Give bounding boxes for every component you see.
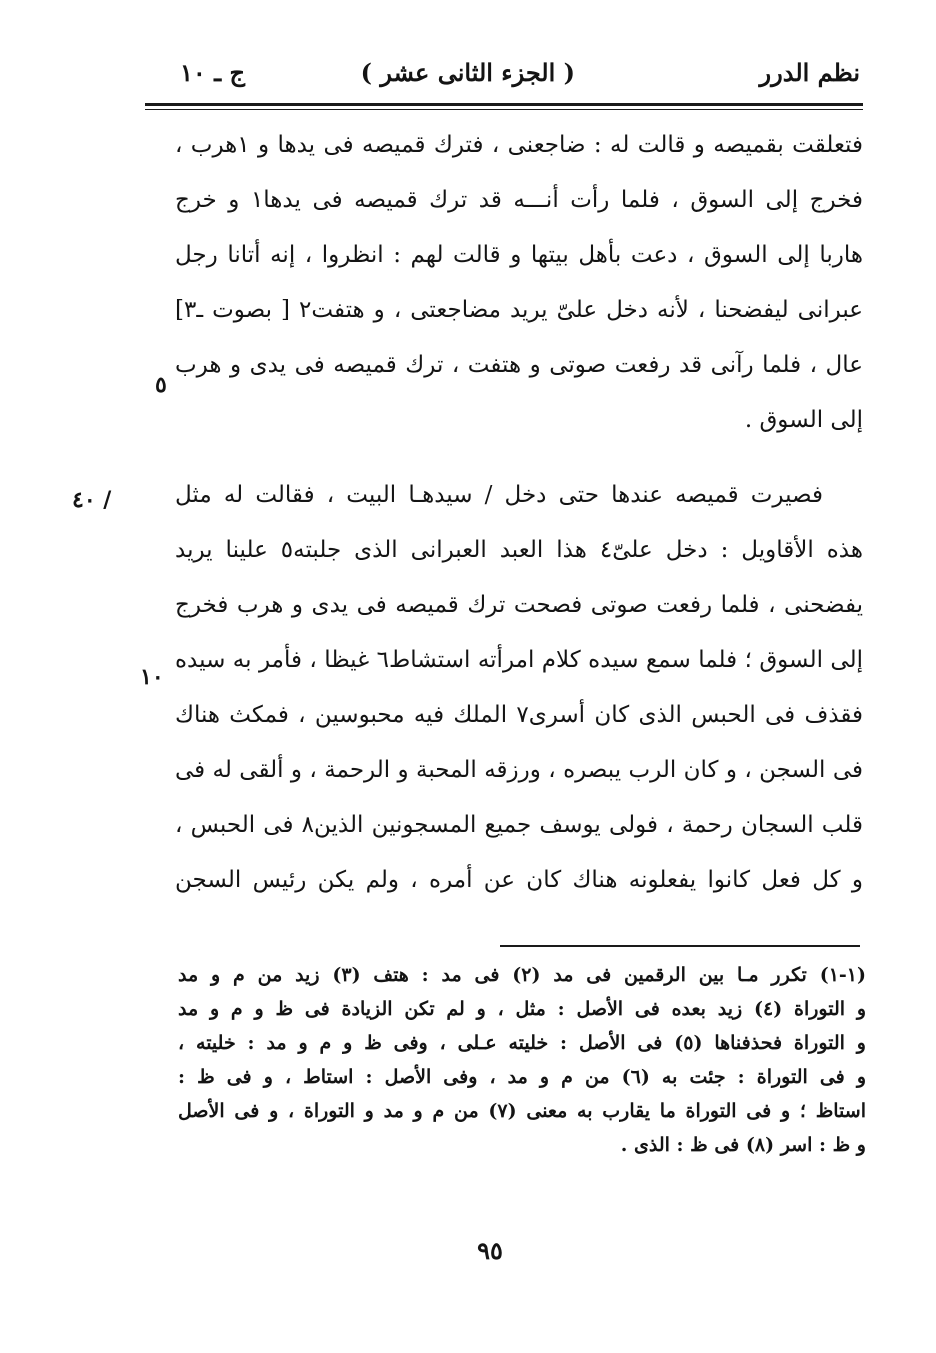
text-line: يفضحنى ، فلما رفعت صوتى فصحت ترك قميصه فى يدى و هرب فخرج (175, 592, 863, 618)
text-line: فخرج إلى السوق ، فلما رأت أنـــه قد ترك قميصه فى يدها١ و خرج (175, 187, 863, 213)
margin-line-number-10: ١٠ (140, 664, 164, 690)
text-line: فى السجن ، و كان الرب يبصره ، ورزقه المحبة و الرحمة ، و ألقى له فى (175, 757, 863, 783)
volume-reference: ج ـ ١٠ (180, 58, 246, 87)
footnote-line: استاظ ؛ و فى التوراة ما يقارب به معنى (٧) من م و مد و التوراة ، و فى الأصل (178, 1100, 866, 1122)
margin-line-number-5: ٥ (155, 372, 167, 398)
part-label: ( الجزء الثانى عشر ) (360, 58, 575, 87)
text-line: و كل فعل كانوا يفعلونه هناك كان عن أمره ، ولم يكن رئيس السجن (175, 867, 863, 893)
page-number: ٩٥ (477, 1236, 503, 1265)
text-line: إلى السوق . (744, 407, 863, 433)
footnote-rule (500, 945, 860, 947)
text-line: عال ، فلما رآنى قد رفعت صوتى و هتفت ، ترك قميصه فى يدى و هرب (175, 352, 863, 378)
margin-folio-marker: / ٤٠ (72, 487, 112, 513)
text-line: عبرانى ليفضحنا ، لأنه دخل علىّ يريد مضاجعتى ، و هتفت٢ [ بصوت ـ٣] (175, 297, 863, 323)
text-line: فصيرت قميصه عندها حتى دخل / سيدهـا البيت ، فقالت له مثل (175, 482, 823, 508)
text-line: إلى السوق ؛ فلما سمع سيده كلام امرأته استشاط٦ غيظا ، فأمر به سيده (175, 647, 863, 673)
footnotes (178, 958, 866, 1162)
text-line: فتعلقت بقميصه و قالت له : ضاجعنى ، فترك قميصه فى يدها و ١هرب ، (175, 132, 863, 158)
book-title: نظم الدرر (759, 58, 860, 87)
paragraph-1 (175, 118, 863, 448)
footnote-line: (١-١) تكرر مـا بين الرقمين فى مد (٢) فى مد : هتف (٣) زيد من م و مد (178, 964, 866, 986)
header-rule-thick (145, 103, 863, 106)
footnote-line: و التوراة فحذفناها (٥) فى الأصل : خليته عـلى ، وفى ظ و م و مد : خليته ، (178, 1032, 866, 1054)
text-line: هذه الأقاويل : دخل علىّ٤ هذا العبد العبرانى الذى جلبته٥ علينا يريد (175, 537, 863, 563)
footnote-line: و ظ : اسر (٨) فى ظ : الذى . (620, 1134, 866, 1156)
text-line: فقذف فى الحبس الذى كان أسرى٧ الملك فيه محبوسين ، فمكث هناك (175, 702, 863, 728)
text-line: قلب السجان رحمة ، فولى يوسف جميع المسجونين الذين٨ فى الحبس ، (175, 812, 863, 838)
running-header (150, 58, 860, 98)
header-rule-thin (145, 109, 863, 110)
paragraph-2 (175, 468, 863, 908)
footnote-line: و التوراة (٤) زيد بعده فى الأصل : مثل ، و لم تكن الزيادة فى ظ و م و مد (178, 998, 866, 1020)
main-text (175, 118, 863, 908)
footnote-line: و فى التوراة : جئت به (٦) من م و مد ، وفى الأصل : استاط ، و فى ظ : (178, 1066, 866, 1088)
text-line: هاربا إلى السوق ، دعت بأهل بيتها و قالت لهم : انظروا ، إنه أتانا رجل (175, 242, 863, 268)
